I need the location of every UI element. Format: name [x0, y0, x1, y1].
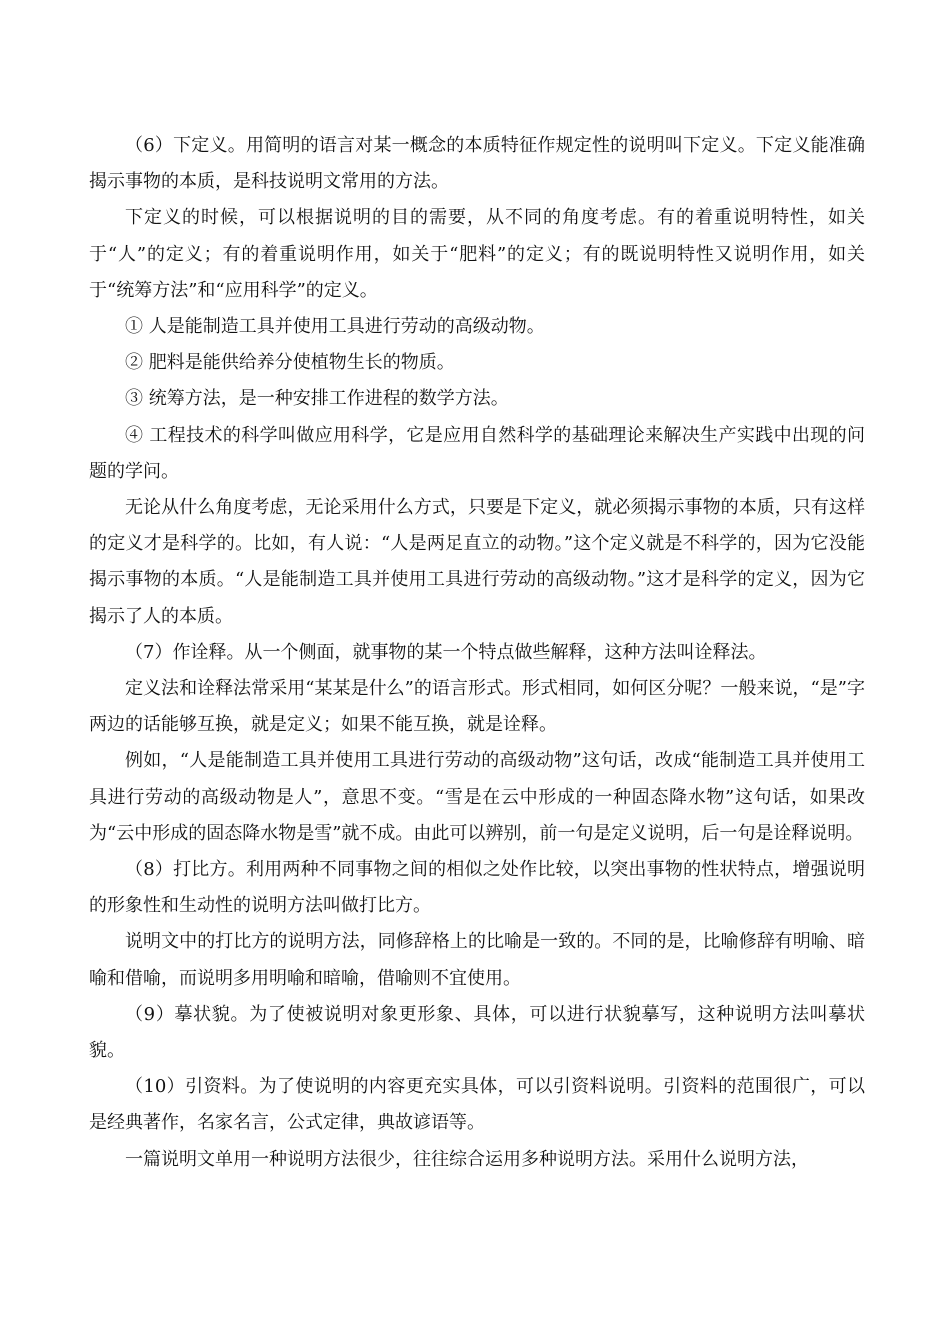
- paragraph-description: （9）摹状貌。为了使被说明对象更形象、具体，可以进行状貌摹写，这种说明方法叫摹状貌。: [89, 1003, 865, 1062]
- paragraph-definition-intro: （6）下定义。用简明的语言对某一概念的本质特征作规定性的说明叫下定义。下定义能准确揭示事物的本质，是科技说明文常用的方法。: [89, 135, 865, 193]
- example-item-1: ① 人是能制造工具并使用工具进行劳动的高级动物。: [125, 316, 545, 338]
- paragraph-distinguish: 定义法和诠释法常采用“某某是什么”的语言形式。形式相同，如何区分呢？一般来说，“是”字两边的话能够互换，就是定义；如果不能互换，就是诠释。: [89, 678, 865, 736]
- paragraph-citation: （10）引资料。为了使说明的内容更充实具体，可以引资料说明。引资料的范围很广，可以是经典著作，名家名言，公式定律，典故谚语等。: [89, 1076, 865, 1134]
- example-item-3: ③ 统筹方法，是一种安排工作进程的数学方法。: [125, 388, 509, 410]
- paragraph-essence: 无论从什么角度考虑，无论采用什么方式，只要是下定义，就必须揭示事物的本质，只有这样的定义才是科学的。比如，有人说：“人是两足直立的动物。”这个定义就是不科学的，因为它没能揭示事物的本质。“人是能制造工具并使用工具进行劳动的高级动物。”这才是科学的定义，因为它揭示了人的本质。: [89, 497, 865, 627]
- paragraph-example: 例如，“人是能制造工具并使用工具进行劳动的高级动物”这句话，改成“能制造工具并使用工具进行劳动的高级动物是人”，意思不变。“雪是在云中形成的一种固态降水物”这句话，如果改为“云中形成的固态降水物是雪”就不成。由此可以辨别，前一句是定义说明，后一句是诠释说明。: [89, 750, 865, 844]
- document-body: [89, 128, 865, 1178]
- example-item-4: ④ 工程技术的科学叫做应用科学，它是应用自然科学的基础理论来解决生产实践中出现的问题的学问。: [89, 424, 865, 482]
- paragraph-analogy: （8）打比方。利用两种不同事物之间的相似之处作比较，以突出事物的性状特点，增强说明的形象性和生动性的说明方法叫做打比方。: [89, 859, 865, 917]
- paragraph-metaphor: 说明文中的打比方的说明方法，同修辞格上的比喻是一致的。不同的是，比喻修辞有明喻、暗喻和借喻，而说明多用明喻和暗喻，借喻则不宜使用。: [89, 931, 865, 989]
- paragraph-combined-methods: 一篇说明文单用一种说明方法很少，往往综合运用多种说明方法。采用什么说明方法，: [125, 1148, 809, 1170]
- paragraph-interpretation: （7）作诠释。从一个侧面，就事物的某一个特点做些解释，这种方法叫诠释法。: [125, 641, 767, 663]
- example-item-2: ② 肥料是能供给养分使植物生长的物质。: [125, 352, 455, 374]
- paragraph-definition-angles: 下定义的时候，可以根据说明的目的需要，从不同的角度考虑。有的着重说明特性，如关于“人”的定义；有的着重说明作用，如关于“肥料”的定义；有的既说明特性又说明作用，如关于“统筹方法”和“应用科学”的定义。: [89, 207, 865, 301]
